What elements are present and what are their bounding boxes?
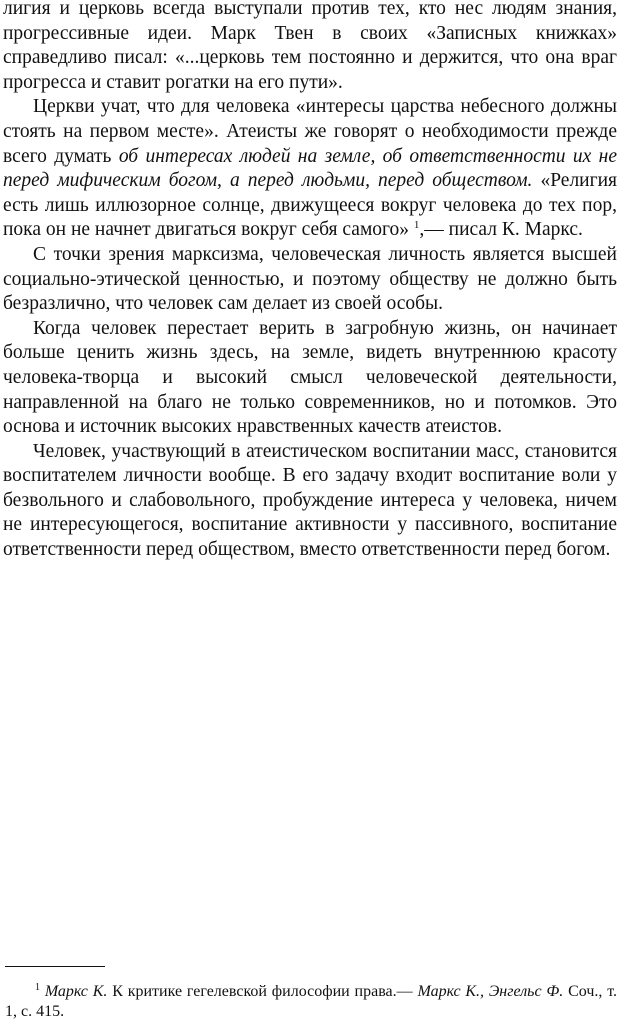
footnote-divider [5,966,105,967]
footnote-reference: 1 [413,219,420,232]
paragraph-4 [3,317,617,440]
paragraph-3 [3,243,617,317]
body-text [3,0,617,563]
italic-text: Маркс К. [44,983,108,1000]
footnote-text [5,982,617,1022]
footnote [5,982,617,1022]
text-run: С точки зрения марксизма, человеческая личность является высшей социально-этической ценностью, и поэтому обществу не должно быть безразлично, что человек сам делает из своей особы. [3,243,617,315]
footnote-marker: 1 [35,982,40,993]
text-run: К критике гегелевской философии права.— [107,983,418,1000]
paragraph-5 [3,440,617,563]
italic-text: Маркс К., Энгельс Ф. [417,983,564,1000]
footnote-body [5,983,617,1020]
paragraph-2 [3,95,617,243]
italic-text: об интересах людей на земле, об ответственности их не перед мифическим богом, а перед людьми, перед обществом. [3,145,618,192]
text-run: Когда человек перестает верить в загробную жизнь, он начинает больше ценить жизнь здесь, на земле, видеть внутреннюю красоту человека-творца и высокий смысл человеческой деятельности, направленной на благо не только современников, но и потомков. Это основа и источник высоких нравственных качеств атеистов. [3,317,617,438]
text-run: Соч., т. 1, с. 415. [5,983,617,1020]
text-run: Человек, участвующий в атеистическом воспитании масс, становится воспитателем личности вообще. В его задачу входит воспитание воли у безвольного и слабовольного, пробуждение интереса у человека, ничем не интересующегося, воспитание активности у пассивного, воспитание ответственности перед обществом, вместо ответственности перед богом. [3,440,617,561]
text-run: Церкви учат, что для человека «интересы царства небесного должны стоять на первом месте». Атеисты же говорят о необходимости прежде всего думать [3,96,617,167]
text-run: «Религия есть лишь иллюзорное солнце, движущееся вокруг человека до тех пор, пока он не начнет двигаться вокруг себя самого» [3,170,618,241]
text-run: лигия и церковь всегда выступали против тех, кто нес людям знания, прогрессивные идеи. Марк Твен в своих «Записных книжках» справедливо писал: «...церковь тем постоянно и держится, что она враг прогресса и ставит рогатки на его пути». [3,0,617,93]
text-run: ,— писал К. Маркс. [419,219,583,241]
paragraph-1 [3,0,617,95]
